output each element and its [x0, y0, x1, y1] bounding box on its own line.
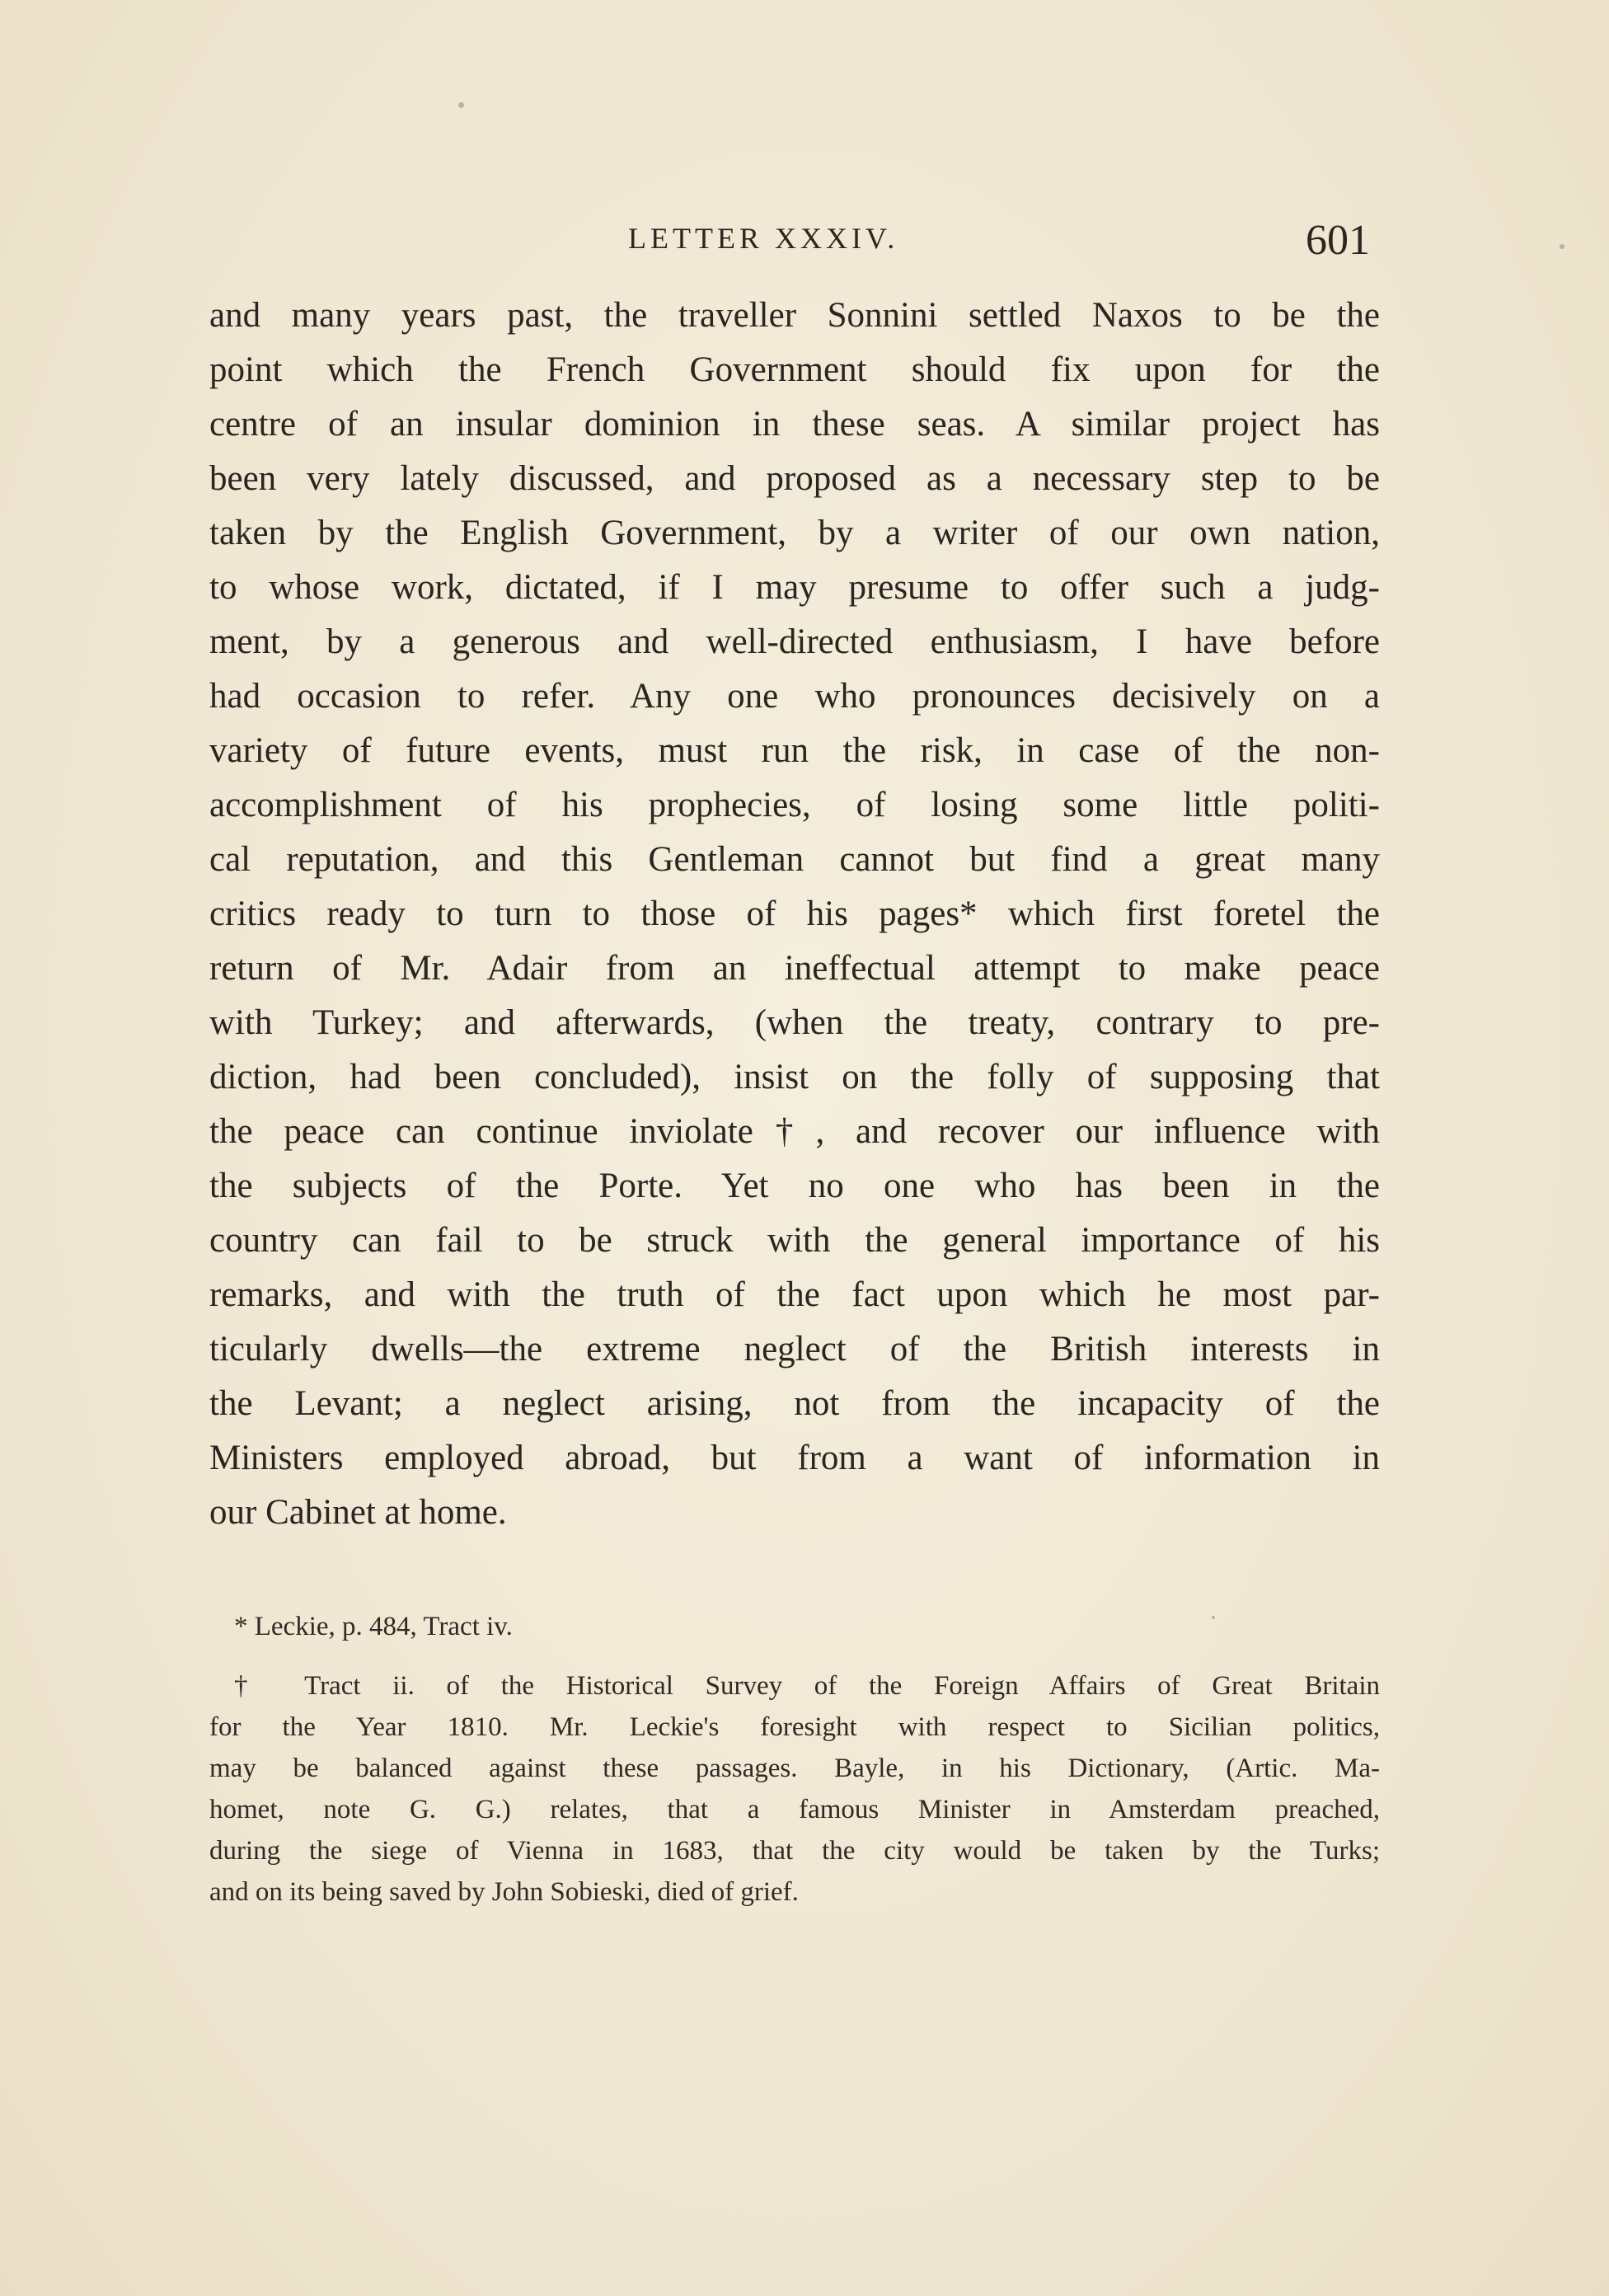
running-title: LETTER XXXIV.: [628, 222, 899, 255]
body-line: diction, had been concluded), insist on the folly of supposing that: [209, 1058, 1380, 1096]
footnote-gap: [209, 1647, 1380, 1665]
body-line: the Levant; a neglect arising, not from the incapacity of the: [209, 1384, 1380, 1423]
running-header: [628, 216, 1370, 265]
body-line: the peace can continue inviolate†, and recover our influence with: [209, 1112, 1380, 1151]
footnote-tract-line: may be balanced against these passages. Bayle, in his Dictionary, (Artic. Ma-: [209, 1754, 1380, 1783]
body-line: ticularly dwells—the extreme neglect of the British interests in: [209, 1330, 1380, 1369]
page-number: 601: [1306, 217, 1370, 264]
footnote-tract-line: homet, note G. G.) relates, that a famous Minister in Amsterdam preached,: [209, 1795, 1380, 1824]
body-line: the subjects of the Porte. Yet no one who has been in the: [209, 1167, 1380, 1205]
paper-speck: [458, 102, 464, 108]
paper-speck: [1560, 244, 1564, 249]
body-line: accomplishment of his prophecies, of losing some little politi-: [209, 786, 1380, 824]
body-line: ment, by a generous and well-directed enthusiasm, I have before: [209, 622, 1380, 661]
body-line: been very lately discussed, and proposed as a necessary step to be: [209, 459, 1380, 498]
body-line: Ministers employed abroad, but from a want of information in: [209, 1439, 1380, 1477]
body-line: centre of an insular dominion in these seas. A similar project has: [209, 405, 1380, 444]
body-line: country can fail to be struck with the general importance of his: [209, 1221, 1380, 1260]
footnotes: [209, 1606, 1380, 1913]
footnote-tract-line: for the Year 1810. Mr. Leckie's foresight with respect to Sicilian politics,: [209, 1712, 1380, 1742]
body-line: variety of future events, must run the risk, in case of the non-: [209, 731, 1380, 770]
body-line: to whose work, dictated, if I may presume to offer such a judg-: [209, 568, 1380, 607]
footnote-leckie: * Leckie, p. 484, Tract iv.: [234, 1612, 513, 1641]
body-line: with Turkey; and afterwards, (when the treaty, contrary to pre-: [209, 1003, 1380, 1042]
footnote-tract-line: and on its being saved by John Sobieski, died of grief.: [209, 1877, 799, 1907]
body-text: [209, 289, 1380, 1540]
body-line: critics ready to turn to those of his pages* which first foretel the: [209, 894, 1380, 933]
body-line: and many years past, the traveller Sonnini settled Naxos to be the: [209, 296, 1380, 335]
footnote-tract-line: † Tract ii. of the Historical Survey of the Foreign Affairs of Great Britain: [234, 1671, 1380, 1701]
body-line: our Cabinet at home.: [209, 1493, 507, 1532]
body-line: had occasion to refer. Any one who pronounces decisively on a: [209, 677, 1380, 716]
body-line: cal reputation, and this Gentleman cannot but find a great many: [209, 840, 1380, 879]
body-line: return of Mr. Adair from an ineffectual attempt to make peace: [209, 949, 1380, 988]
body-line: remarks, and with the truth of the fact upon which he most par-: [209, 1275, 1380, 1314]
footnote-tract-line: during the siege of Vienna in 1683, that the city would be taken by the Turks;: [209, 1836, 1380, 1866]
body-line: taken by the English Government, by a writer of our own nation,: [209, 514, 1380, 552]
body-line: point which the French Government should fix upon for the: [209, 350, 1380, 389]
